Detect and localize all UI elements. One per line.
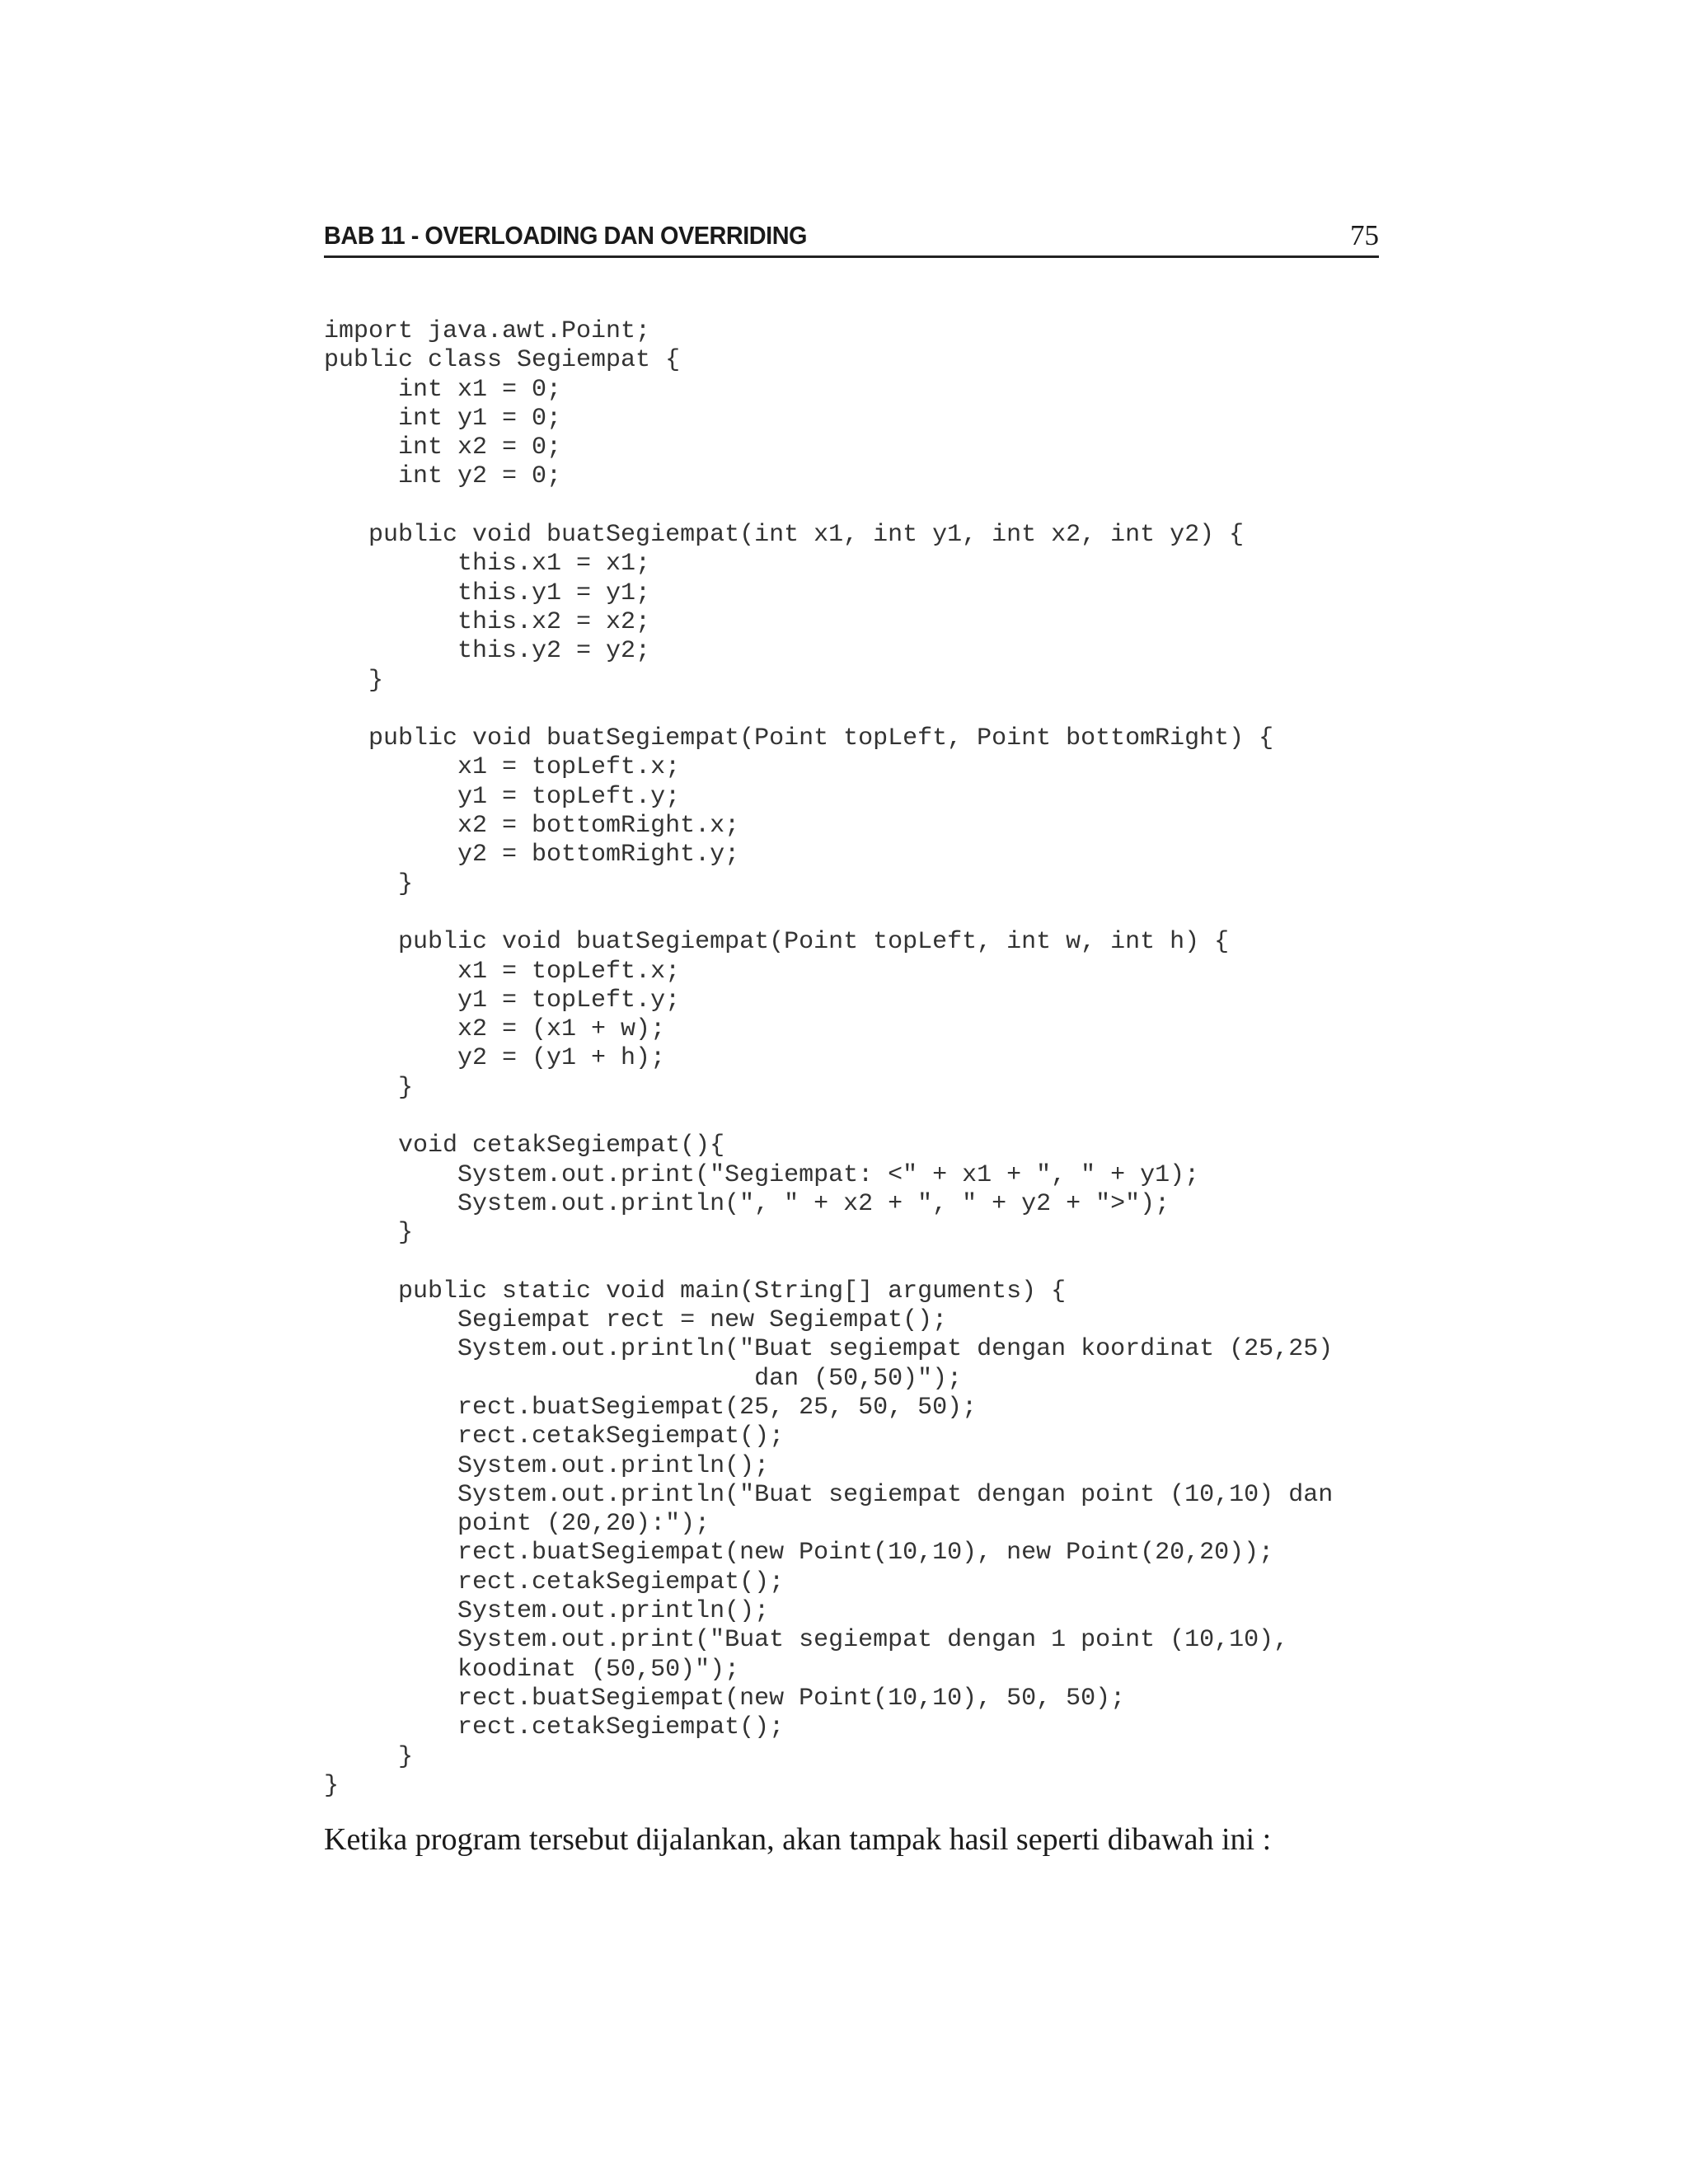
code-line: int x2 = 0; <box>324 434 562 462</box>
code-line: System.out.println("Buat segiempat dengan point (10,10) dan <box>324 1480 1334 1509</box>
code-line: this.y1 = y1; <box>324 579 651 607</box>
code-line <box>324 899 1333 928</box>
chapter-title: BAB 11 - OVERLOADING DAN OVERRIDING <box>324 221 808 250</box>
code-line: System.out.println("Buat segiempat dengan koordinat (25,25) <box>324 1335 1334 1364</box>
code-line: koodinat (50,50)"); <box>324 1655 740 1684</box>
code-line: x2 = (x1 + w); <box>324 1015 666 1044</box>
code-line: Segiempat rect = new Segiempat(); <box>324 1306 948 1335</box>
code-line: void cetakSegiempat(){ <box>324 1132 725 1160</box>
code-line: this.x1 = x1; <box>324 550 651 579</box>
code-line: } <box>324 1219 414 1248</box>
code-line: y1 = topLeft.y; <box>324 782 681 811</box>
code-line: x2 = bottomRight.x; <box>324 812 740 841</box>
code-line: this.x2 = x2; <box>324 607 651 636</box>
code-line: System.out.println(); <box>324 1597 770 1626</box>
code-line: public static void main(String[] arguments) { <box>324 1277 1067 1305</box>
code-line: dan (50,50)"); <box>324 1364 963 1393</box>
code-line: rect.buatSegiempat(new Point(10,10), 50, 50); <box>324 1684 1126 1713</box>
body-paragraph: Ketika program tersebut dijalankan, akan tampak hasil seperti dibawah ini : <box>324 1822 1272 1857</box>
code-line: } <box>324 1742 414 1771</box>
code-line: public void buatSegiempat(Point topLeft, int w, int h) { <box>324 928 1230 957</box>
page-number: 75 <box>1350 219 1379 251</box>
code-line: y2 = (y1 + h); <box>324 1044 666 1073</box>
code-line: public void buatSegiempat(int x1, int y1, int x2, int y2) { <box>324 521 1245 550</box>
code-line: System.out.print("Buat segiempat dengan 1 point (10,10), <box>324 1626 1289 1655</box>
code-listing <box>324 317 1333 1801</box>
code-line: rect.buatSegiempat(25, 25, 50, 50); <box>324 1393 978 1422</box>
code-line <box>324 696 1333 724</box>
code-line: int y2 = 0; <box>324 462 562 491</box>
code-line: rect.cetakSegiempat(); <box>324 1422 785 1451</box>
code-line <box>324 1249 1333 1277</box>
code-line: System.out.println(", " + x2 + ", " + y2 + ">"); <box>324 1189 1170 1218</box>
code-line: point (20,20):"); <box>324 1510 710 1539</box>
code-line: x1 = topLeft.x; <box>324 957 681 986</box>
code-line: } <box>324 1771 340 1800</box>
code-line: rect.cetakSegiempat(); <box>324 1568 785 1596</box>
code-line: import java.awt.Point; <box>324 317 651 345</box>
code-line: int x1 = 0; <box>324 375 562 404</box>
code-line: x1 = topLeft.x; <box>324 753 681 782</box>
code-line <box>324 492 1333 521</box>
code-line: int y1 = 0; <box>324 404 562 433</box>
code-line: System.out.print("Segiempat: <" + x1 + ", " + y1); <box>324 1160 1200 1189</box>
code-line: } <box>324 1073 414 1102</box>
code-line: this.y2 = y2; <box>324 637 651 666</box>
page-header <box>324 216 1379 258</box>
code-line <box>324 1103 1333 1132</box>
code-line: } <box>324 869 414 898</box>
code-line: y2 = bottomRight.y; <box>324 841 740 869</box>
code-line: rect.buatSegiempat(new Point(10,10), new Point(20,20)); <box>324 1539 1274 1568</box>
code-line: System.out.println(); <box>324 1451 770 1480</box>
code-line: } <box>324 666 384 695</box>
code-line: public class Segiempat { <box>324 346 681 375</box>
code-line: public void buatSegiempat(Point topLeft, Point bottomRight) { <box>324 724 1274 753</box>
code-line: y1 = topLeft.y; <box>324 986 681 1015</box>
code-line: rect.cetakSegiempat(); <box>324 1713 785 1742</box>
